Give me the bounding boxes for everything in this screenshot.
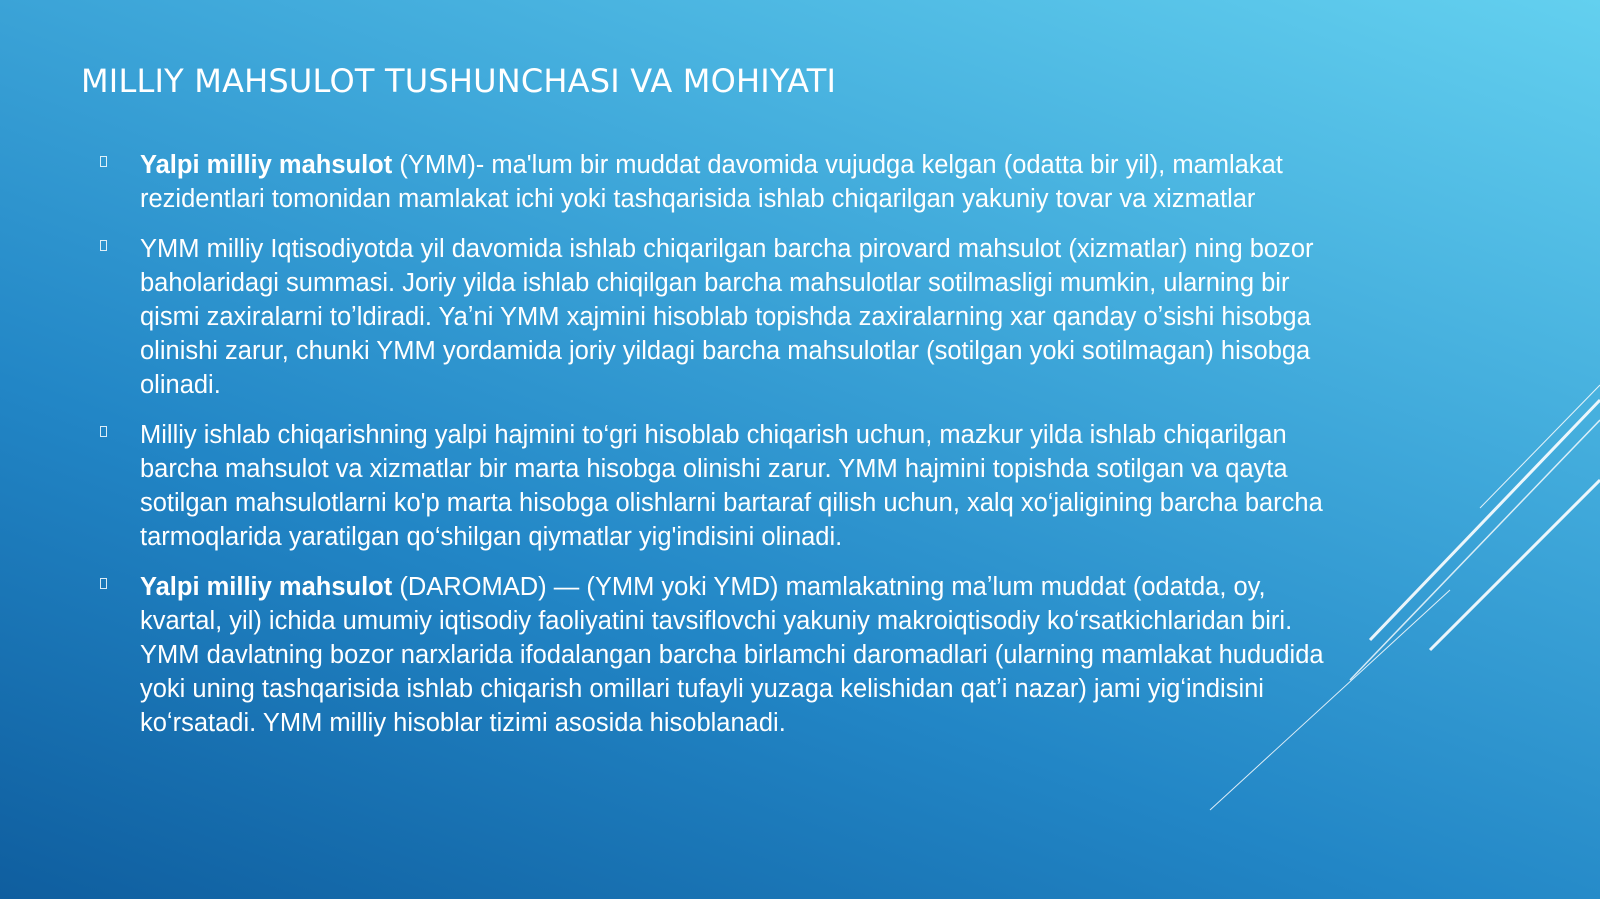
bullet-text: (YMM)- ma'lum bir muddat davomida vujudga kelgan (odatta bir yil), mamlakat rezidentlari tomonidan mamlakat ichi yoki tashqarisida ishlab chiqarilgan yakuniy tovar va xizmatlar bbox=[140, 151, 1283, 213]
deco-line bbox=[1350, 420, 1600, 680]
bullet-bold-text: Yalpi milliy mahsulot bbox=[140, 151, 393, 179]
bullet-text: (DAROMAD) — (YMM yoki YMD) mamlakatning maʼlum muddat (odatda, oy, kvartal, yil) ichida umumiy iqtisodiy faoliyatini tavsiflovchi yakuniy makroiqtisodiy koʻrsatkichlaridan biri. YMM davlatning bozor narxlarida ifodalangan barcha birlamchi daromadlari (ularning mamlakat hududida yoki uning tashqarisida ishlab chiqarish omillari tufayli yuzaga kelishidan qatʼi nazar) jami yigʻindisini koʻrsatadi. YMM milliy hisoblar tizimi asosida hisoblanadi. bbox=[140, 573, 1324, 737]
deco-line bbox=[1430, 480, 1600, 650]
deco-line bbox=[1480, 385, 1600, 508]
deco-line bbox=[1210, 590, 1450, 810]
slide-title: MILLIY MAHSULOT TUSHUNCHASI VA MOHIYATI bbox=[81, 62, 837, 100]
bullet-text: Milliy ishlab chiqarishning yalpi hajmini to‘gri hisoblab chiqarish uchun, mazkur yilda ishlab chiqarilgan barcha mahsulot va xizmatlar bir marta hisobga olinishi zarur. YMM hajmini topishda sotilgan va qayta sotilgan mahsulotlarni ko'p marta hisobga olishlarni bartaraf qilish uchun, xalq xo‘jaligining barcha barcha tarmoqlarida yaratilgan qo‘shilgan qiymatlar yig'indisini olinadi. bbox=[140, 421, 1323, 551]
bullet-text: YMM milliy Iqtisodiyotda yil davomida ishlab chiqarilgan barcha pirovard mahsulot (xizmatlar) ning bozor baholaridagi summasi. Joriy yilda ishlab chiqilgan barcha mahsulotlar sotilmasligi mumkin, ularning bir qismi zaxiralarni toʼldiradi. Yaʼni YMM xajmini hisoblab topishda zaxiralarning xar qanday oʼsishi hisobga olinishi zarur, chunki YMM yordamida joriy yildagi barcha mahsulotlar (sotilgan yoki sotilmagan) hisobga olinadi. bbox=[140, 235, 1314, 399]
deco-line bbox=[1370, 400, 1600, 640]
bullet-bold-text: Yalpi milliy mahsulot bbox=[140, 573, 393, 601]
